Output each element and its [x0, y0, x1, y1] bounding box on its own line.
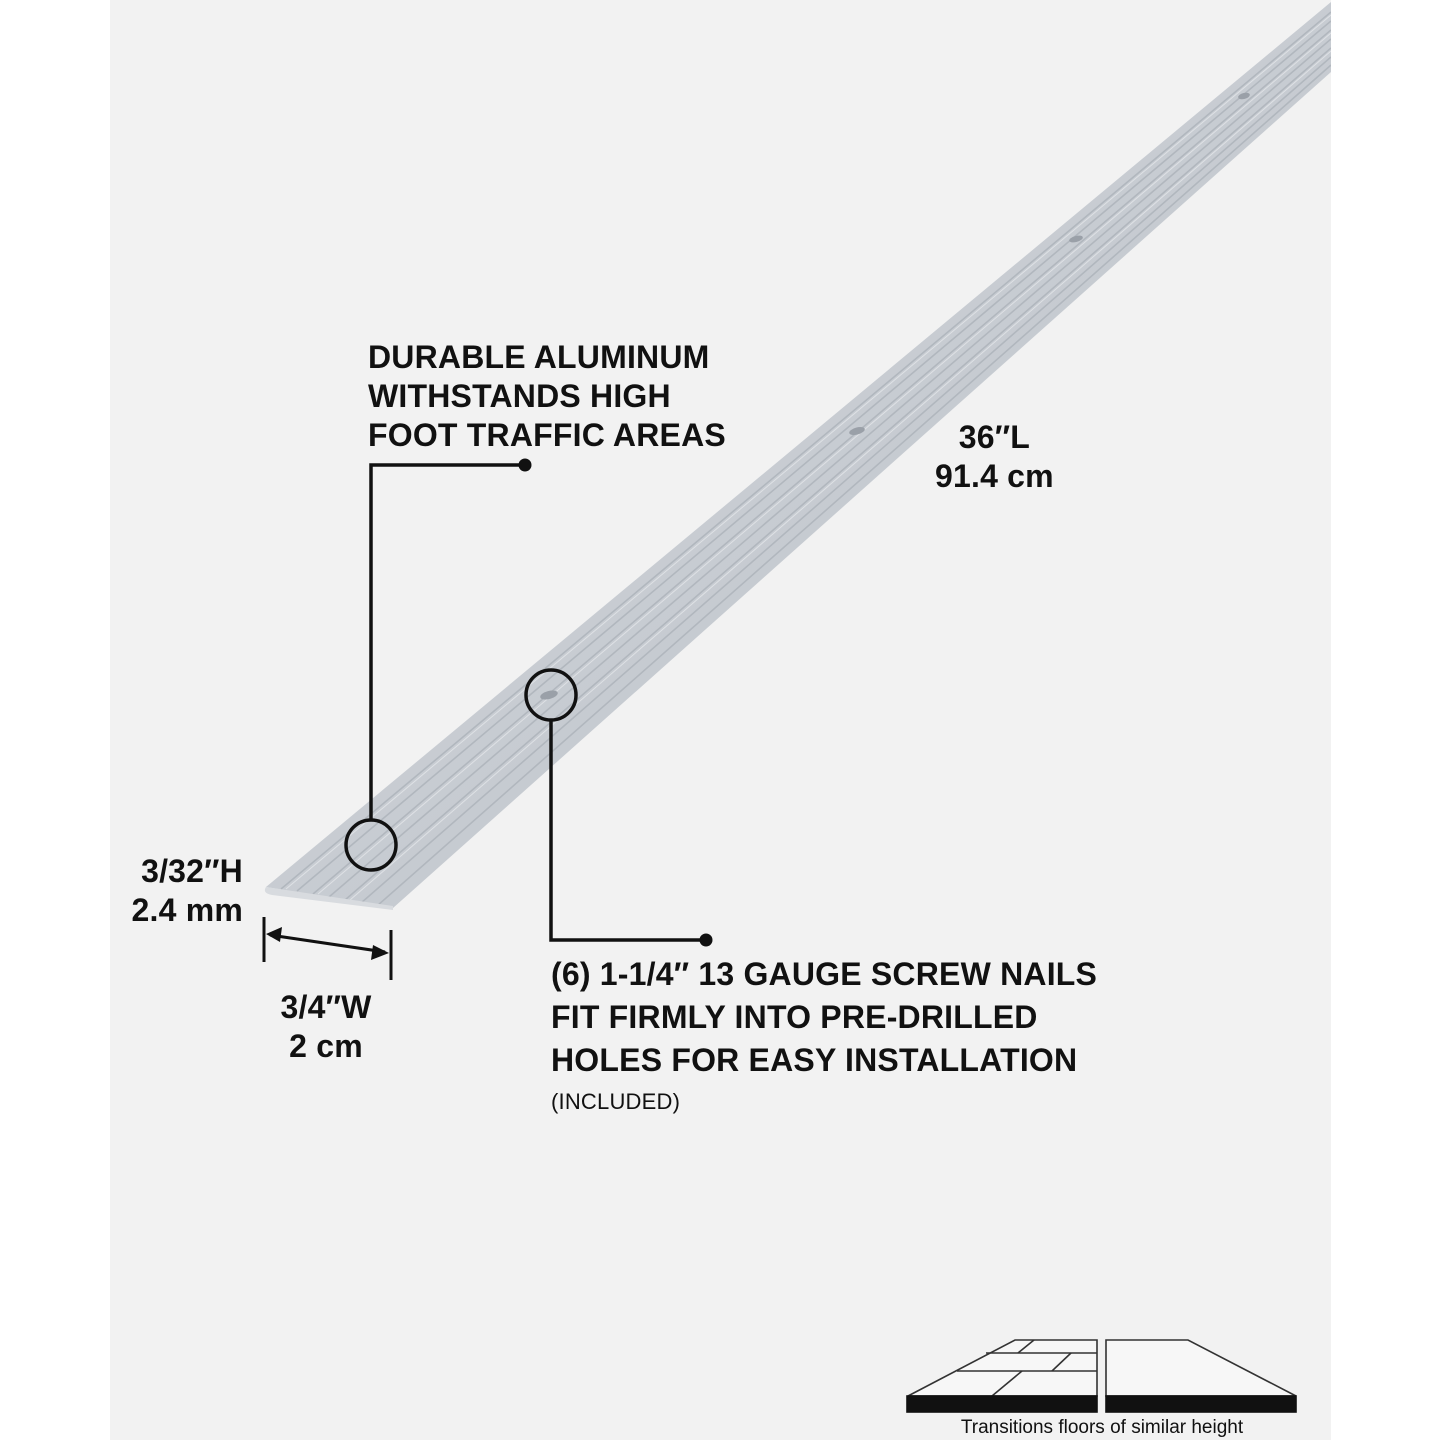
fastener-callout-note: (INCLUDED)	[551, 1089, 681, 1114]
width-dimension-label	[262, 988, 390, 1066]
material-callout-line-3: FOOT TRAFFIC AREAS	[368, 417, 726, 453]
width-dimension-arrow	[264, 917, 391, 980]
length-metric: 91.4 cm	[935, 458, 1054, 494]
floor-transition-icon	[907, 1340, 1296, 1412]
material-callout-line-2: WITHSTANDS HIGH	[368, 378, 671, 414]
fastener-callout-text	[551, 953, 1097, 1118]
width-metric: 2 cm	[289, 1028, 363, 1064]
fastener-callout-line-1: (6) 1-1/4″ 13 GAUGE SCREW NAILS	[551, 956, 1098, 992]
floor-transition-caption: Transitions floors of similar height	[960, 1417, 1244, 1438]
height-metric: 2.4 mm	[131, 892, 243, 928]
width-imperial: 3/4″W	[280, 989, 372, 1025]
material-callout-text	[368, 338, 726, 455]
length-imperial: 36″L	[958, 419, 1031, 455]
height-dimension-label	[110, 852, 243, 930]
fastener-callout-line-2: FIT FIRMLY INTO PRE-DRILLED	[551, 999, 1038, 1035]
material-callout-line-1: DURABLE ALUMINUM	[368, 339, 710, 375]
fastener-callout-dot	[700, 934, 713, 947]
length-dimension-label	[935, 418, 1054, 496]
fastener-callout-line-3: HOLES FOR EASY INSTALLATION	[551, 1042, 1078, 1078]
aluminum-strip	[265, 2, 1331, 910]
height-imperial: 3/32″H	[141, 853, 243, 889]
material-callout-dot	[519, 459, 532, 472]
